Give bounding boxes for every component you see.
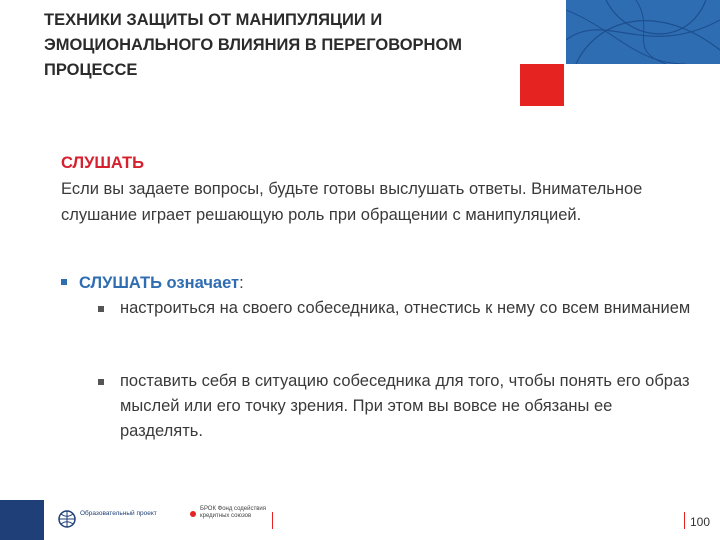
- square-bullet-icon: [98, 379, 104, 385]
- sub-bullet-text: поставить себя в ситуацию собеседника для того, чтобы понять его образ мыслей или его точку зрения. При этом вы вовсе не обязаны ее разделять.: [120, 372, 690, 440]
- main-bullet: [61, 270, 244, 296]
- slide-title: ТЕХНИКИ ЗАЩИТЫ ОТ МАНИПУЛЯЦИИ И ЭМОЦИОНАЛЬНОГО ВЛИЯНИЯ В ПЕРЕГОВОРНОМ ПРОЦЕССЕ: [44, 11, 463, 79]
- sub-bullet-item: [98, 369, 698, 444]
- decorative-red-square: [520, 64, 564, 106]
- brok-logo: [188, 506, 267, 524]
- page-number: 100: [690, 515, 711, 529]
- education-project-logo: [58, 510, 157, 533]
- footer-blue-block: [0, 500, 44, 540]
- footer-divider: [272, 512, 273, 529]
- intro-block: [61, 150, 691, 228]
- logo1-text: Образовательный проект: [80, 510, 157, 517]
- logo-mark-icon: [188, 509, 198, 519]
- logo2-text: БРОК Фонд содействия кредитных союзов: [200, 506, 267, 519]
- sub-bullet-text: настроиться на своего собеседника, отнестись к нему со всем вниманием: [120, 299, 691, 317]
- intro-text: Если вы задаете вопросы, будьте готовы выслушать ответы. Внимательное слушание играет решающую роль при обращении с манипуляцией.: [61, 180, 643, 224]
- globe-icon: [58, 510, 76, 528]
- square-bullet-icon: [61, 279, 67, 285]
- square-bullet-icon: [98, 306, 104, 312]
- decorative-lines-graphic: [566, 0, 720, 64]
- main-bullet-label: СЛУШАТЬ означает: [79, 274, 240, 292]
- footer-divider: [684, 512, 685, 529]
- decorative-blue-block: [566, 0, 720, 64]
- main-bullet-colon: :: [239, 274, 244, 292]
- sub-bullet-item: [98, 296, 698, 321]
- intro-heading: СЛУШАТЬ: [61, 154, 144, 172]
